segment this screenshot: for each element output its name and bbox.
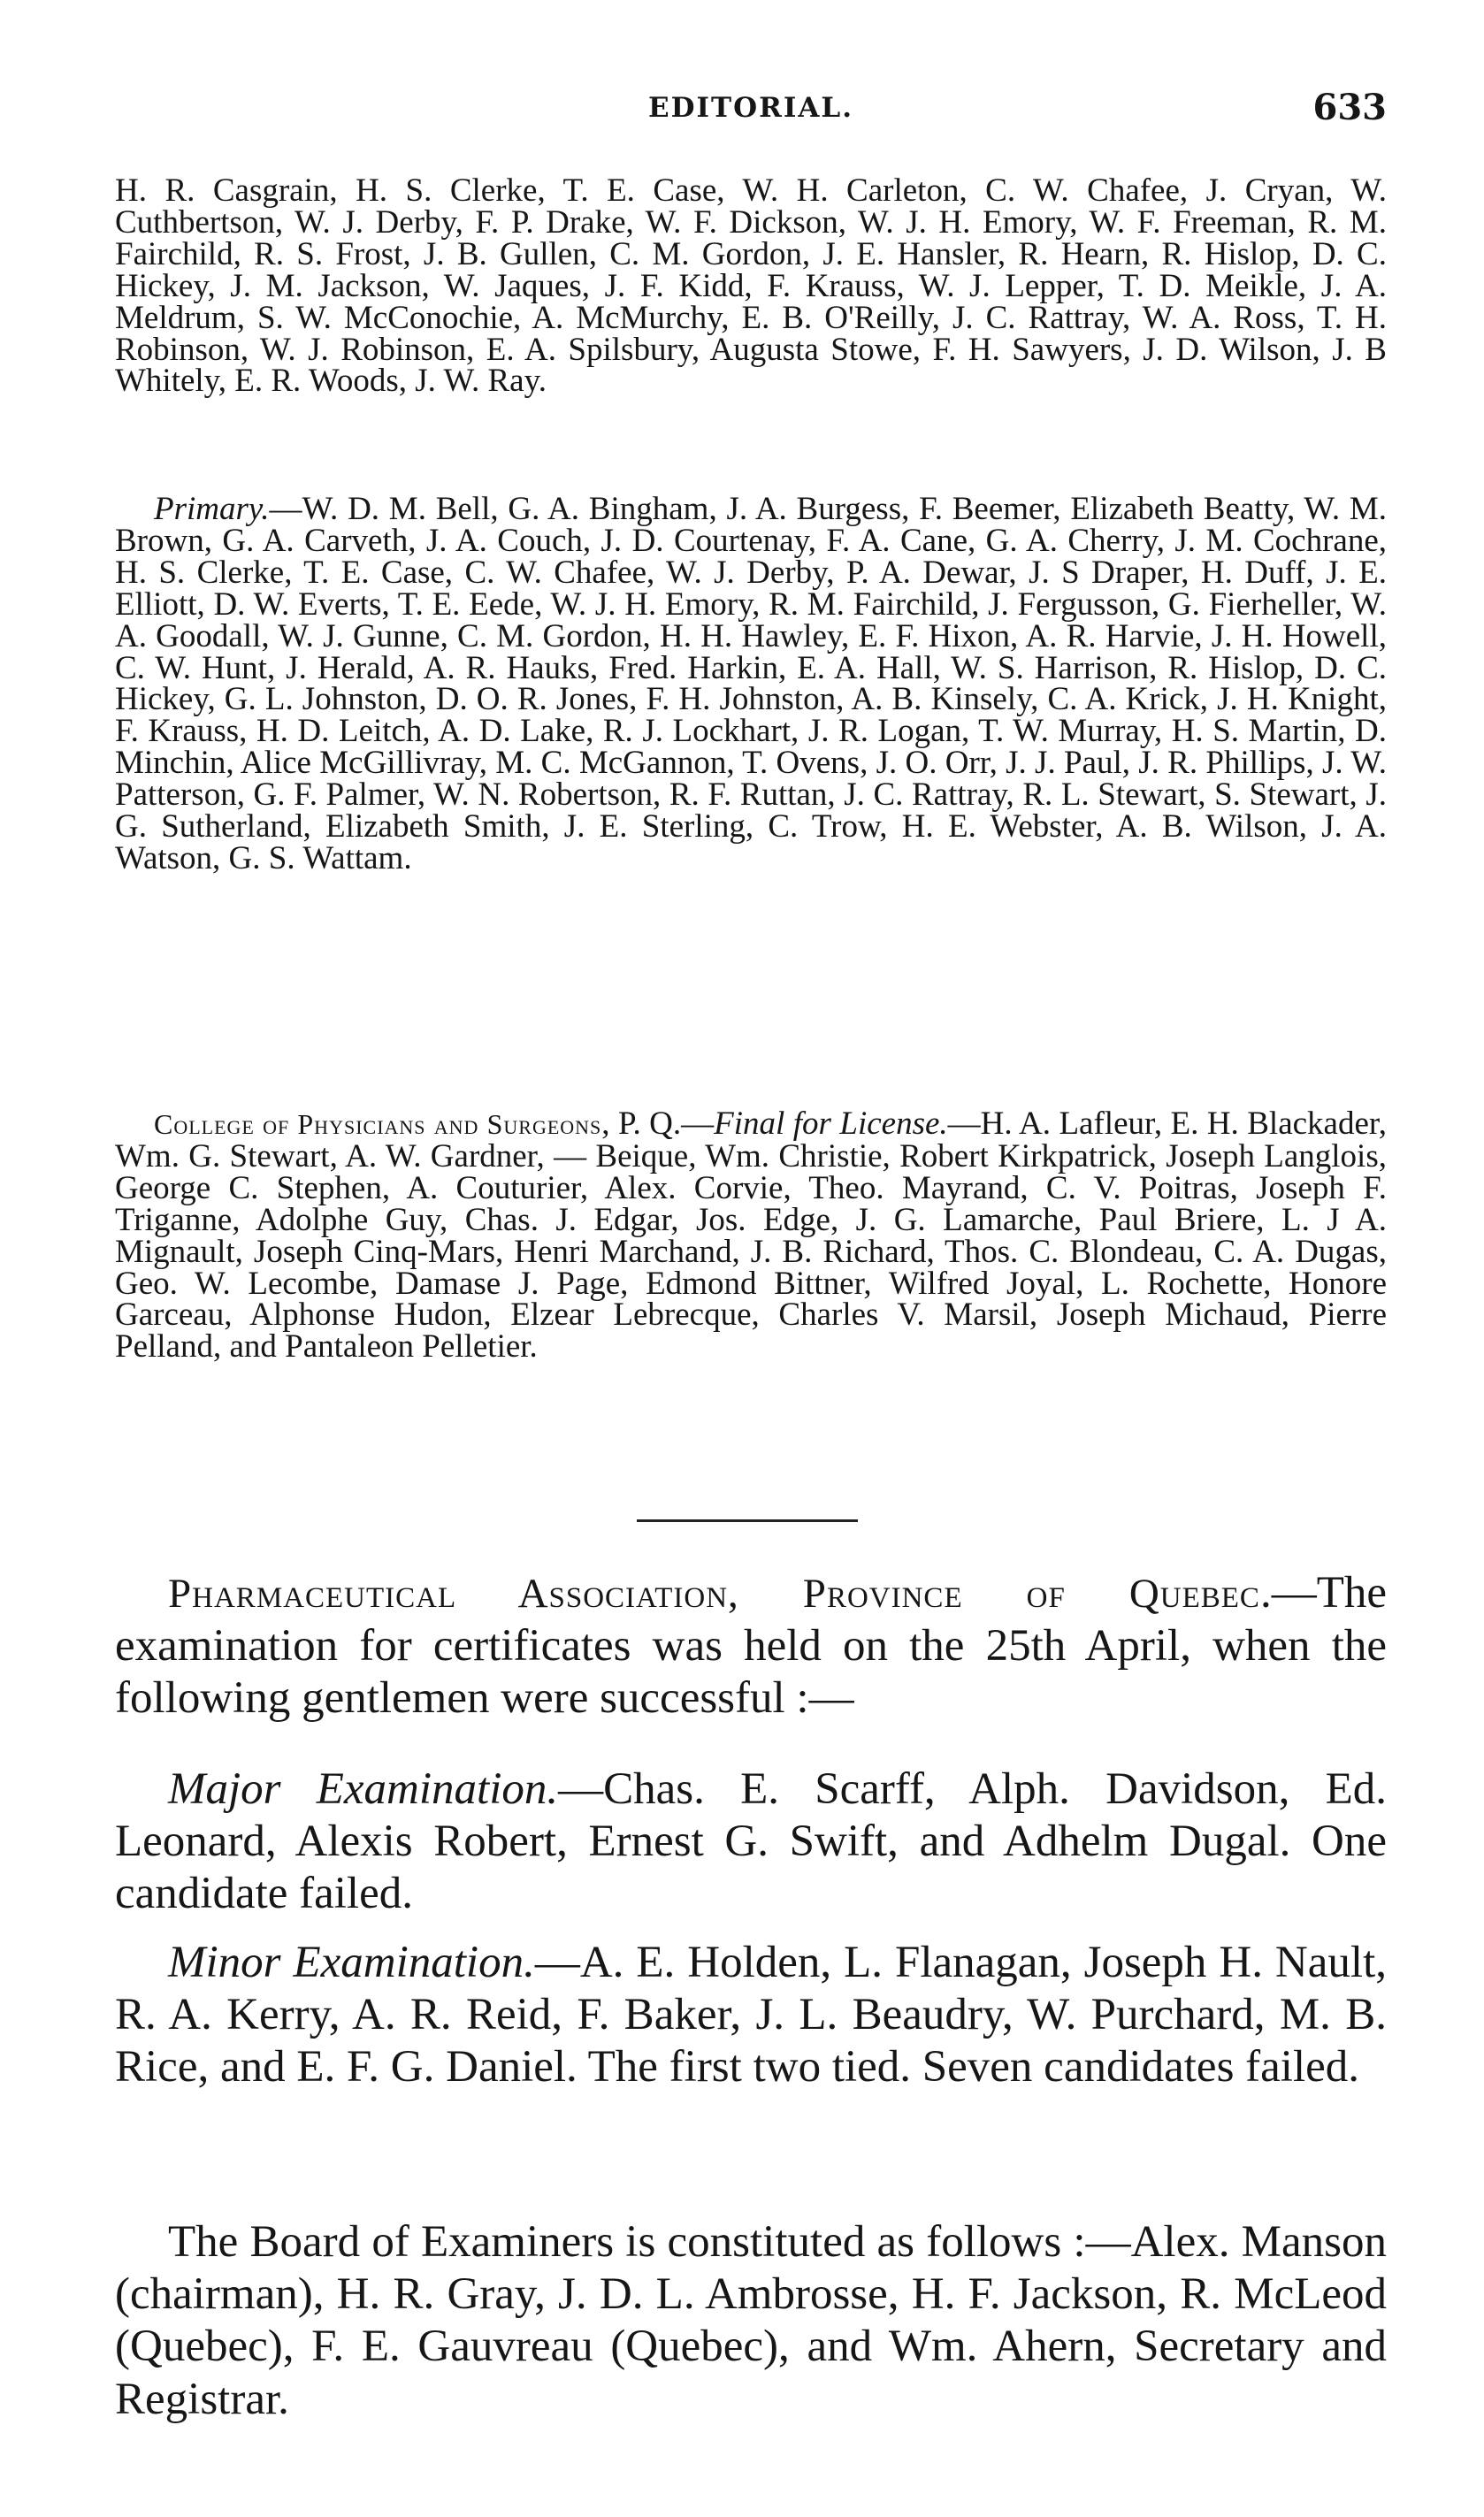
college-heading-tail: , P. Q.— bbox=[601, 1105, 715, 1142]
pass-list-paragraph bbox=[115, 172, 1387, 400]
running-head bbox=[115, 87, 1387, 145]
primary-list-text: —W. D. M. Bell, G. A. Bingham, J. A. Burgess, F. Beemer, Elizabeth Beatty, W. M. Brown, G. A. Carveth, J. A. Couch, J. D. Courtenay, F. A. Cane, G. A. Cherry, J. M. Cochrane, H. S. Clerke, T. E. Case, C. W. Chafee, W. J. Derby, P. A. Dewar, J. S Draper, H. Duff, J. E. Elliott, D. W. Everts, T. E. Eede, W. J. H. Emory, R. M. Fairchild, J. Fergusson, G. Fierheller, W. A. Goodall, W. J. Gunne, C. M. Gordon, H. H. Hawley, E. F. Hixon, A. R. Harvie, J. H. Howell, C. W. Hunt, J. Herald, A. R. Hauks, Fred. Harkin, E. A. Hall, W. S. Harrison, R. Hislop, D. C. Hickey, G. L. Johnston, D. O. R. Jones, F. H. Johnston, A. B. Kinsely, C. A. Krick, J. H. Knight, F. Krauss, H. D. Leitch, A. D. Lake, R. J. Lockhart, J. R. Logan, T. W. Murray, H. S. Martin, D. Minchin, Alice McGillivray, M. C. McGannon, T. Ovens, J. O. Orr, J. J. Paul, J. R. Phillips, J. W. Patterson, G. F. Palmer, W. N. Robertson, R. F. Ruttan, J. C. Rattray, R. L. Stewart, S. Stewart, J. G. Sutherland, Elizabeth Smith, J. E. Sterling, C. Trow, H. E. Webster, A. B. Wilson, J. A. Watson, G. S. Wattam. bbox=[115, 491, 1387, 876]
college-list-text: —H. A. Lafleur, E. H. Blackader, Wm. G. Stewart, A. W. Gardner, — Beique, Wm. Christie, Robert Kirkpatrick, Joseph Langlois, George C. Stephen, A. Couturier, Alex. Corvie, Theo. Mayrand, C. V. Poitras, Joseph F. Triganne, Adolphe Guy, Chas. J. Edgar, Jos. Edge, J. G. Lamarche, Paul Briere, L. J A. Mignault, Joseph Cinq-Mars, Henri Marchand, J. B. Richard, Thos. C. Blondeau, C. A. Dugas, Geo. W. Lecombe, Damase J. Page, Edmond Bittner, Wilfred Joyal, L. Rochette, Honore Garceau, Alphonse Hudon, Elzear Lebrecque, Charles V. Marsil, Joseph Michaud, Pierre Pelland, and Pantaleon Pelletier. bbox=[115, 1105, 1387, 1366]
final-license-label: Final for License. bbox=[714, 1105, 948, 1142]
board-of-examiners-text: The Board of Examiners is constituted as follows :—Alex. Manson (chairman), H. R. Gray, J. D. L. Ambrosse, H. F. Jackson, R. McLeod (Quebec), F. E. Gauvreau (Quebec), and Wm. Ahern, Secretary and Registrar. bbox=[115, 2217, 1387, 2424]
pharmaceutical-intro-paragraph bbox=[115, 1567, 1387, 1725]
primary-list-paragraph bbox=[115, 493, 1387, 875]
minor-examination-label: Minor Examination. bbox=[168, 1938, 535, 1987]
major-examination-text: —Chas. E. Scarff, Alph. Davidson, Ed. Leonard, Alexis Robert, Ernest G. Swift, and Adhelm Dugal. One candidate failed. bbox=[115, 1764, 1387, 1919]
college-heading: College of Physicians and Surgeons bbox=[154, 1108, 602, 1140]
pass-list-text: H. R. Casgrain, H. S. Clerke, T. E. Case, W. H. Carleton, C. W. Chafee, J. Cryan, W. Cuthbertson, W. J. Derby, F. P. Drake, W. F. Dickson, W. J. H. Emory, W. F. Freeman, R. M. Fairchild, R. S. Frost, J. B. Gullen, C. M. Gordon, J. E. Hansler, R. Hearn, R. Hislop, D. C. Hickey, J. M. Jackson, W. Jaques, J. F. Kidd, F. Krauss, W. J. Lepper, T. D. Meikle, J. A. Meldrum, S. W. McConochie, A. McMurchy, E. B. O'Reilly, J. C. Rattray, W. A. Ross, T. H. Robinson, W. J. Robinson, E. A. Spilsbury, Augusta Stowe, F. H. Sawyers, J. D. Wilson, J. B Whitely, E. R. Woods, J. W. Ray. bbox=[115, 172, 1387, 400]
header-title: EDITORIAL. bbox=[648, 92, 853, 124]
board-of-examiners-paragraph bbox=[115, 2216, 1387, 2426]
major-examination-label: Major Examination. bbox=[168, 1764, 559, 1814]
primary-label: Primary. bbox=[154, 491, 270, 527]
minor-examination-text: —A. E. Holden, L. Flanagan, Joseph H. Nault, R. A. Kerry, A. R. Reid, F. Baker, J. L. Beaudry, W. Purchard, M. B. Rice, and E. F. G. Daniel. The first two tied. Seven candidates failed. bbox=[115, 1938, 1387, 2092]
pharmaceutical-intro-text: .—The examination for certificates was held on the 25th April, when the following gentlemen were successful :— bbox=[115, 1568, 1387, 1724]
minor-examination-paragraph bbox=[115, 1937, 1387, 2094]
section-divider bbox=[637, 1519, 858, 1522]
college-license-paragraph bbox=[115, 1105, 1387, 1366]
pharmaceutical-heading: Pharmaceutical Association, Province of Quebec bbox=[168, 1571, 1260, 1617]
major-examination-paragraph bbox=[115, 1763, 1387, 1921]
page-number: 633 bbox=[1312, 87, 1387, 128]
